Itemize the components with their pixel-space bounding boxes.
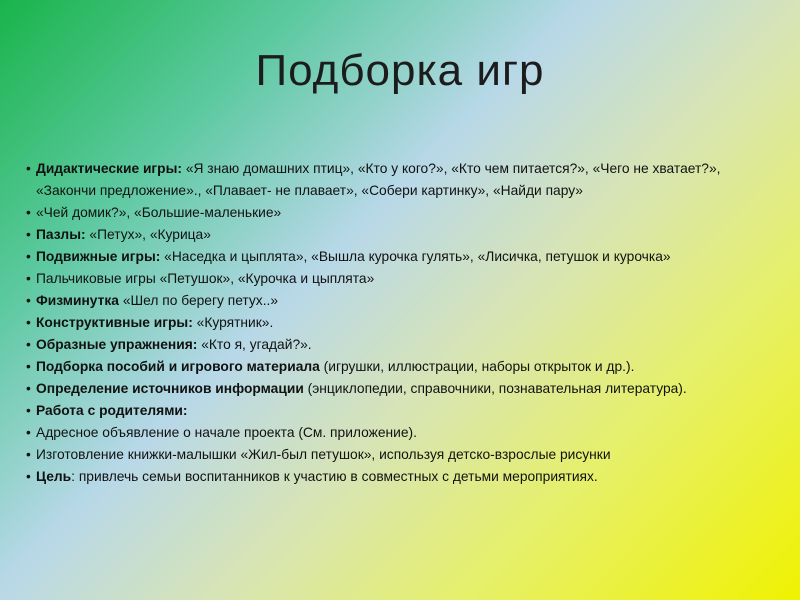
list-item: [26, 378, 756, 400]
item-bold-label: Пазлы:: [36, 227, 86, 242]
list-item: [26, 268, 756, 290]
list-item: [26, 422, 756, 444]
item-bold-label: Подборка пособий и игрового материала: [36, 359, 320, 374]
item-text: «Чей домик?», «Большие-маленькие»: [36, 205, 282, 220]
list-item: [26, 158, 756, 202]
item-text: «Петух», «Курица»: [85, 227, 211, 242]
item-text: «Шел по берегу петух..»: [118, 293, 279, 308]
item-text: «Наседка и цыплята», «Вышла курочка гулять», «Лисичка, петушок и курочка»: [160, 249, 671, 264]
item-text: «Кто я, угадай?».: [197, 337, 312, 352]
item-bold-label: Цель: [36, 469, 72, 484]
list-item: [26, 290, 756, 312]
item-text: «Курятник».: [192, 315, 274, 330]
list-item: [26, 356, 756, 378]
item-text: Пальчиковые игры «Петушок», «Курочка и цыплята»: [36, 271, 375, 286]
item-bold-label: Конструктивные игры:: [36, 315, 193, 330]
item-bold-label: Физминутка: [36, 293, 119, 308]
item-text: (энциклопедии, справочники, познавательная литература).: [303, 381, 687, 396]
slide-title: Подборка игр: [255, 46, 545, 95]
item-bold-label: Определение источников информации: [36, 381, 304, 396]
item-text: Изготовление книжки-малышки «Жил-был петушок», используя детско-взрослые рисунки: [36, 447, 611, 462]
bullet-list: [26, 158, 756, 488]
list-item: [26, 224, 756, 246]
list-item: [26, 312, 756, 334]
item-bold-label: Подвижные игры:: [36, 249, 161, 264]
item-bold-label: Дидактические игры:: [36, 161, 182, 176]
list-item: [26, 202, 756, 224]
list-item: [26, 400, 756, 422]
list-item: [26, 246, 756, 268]
list-item: [26, 334, 756, 356]
item-text: (игрушки, иллюстрации, наборы открыток и др.).: [319, 359, 635, 374]
item-text: : привлечь семьи воспитанников к участию в совместных с детьми мероприятиях.: [71, 469, 598, 484]
list-item: [26, 466, 756, 488]
item-text: Адресное объявление о начале проекта (См. приложение).: [36, 425, 417, 440]
item-text: «Я знаю домашних птиц», «Кто у кого?», «Кто чем питается?», «Чего не хватает?», «Закончи предложение»., «Плавает- не плавает», «Собери картинку», «Найди пару»: [36, 161, 721, 198]
item-bold-label: Образные упражнения:: [36, 337, 198, 352]
list-item: [26, 444, 756, 466]
item-bold-label: Работа с родителями:: [36, 403, 188, 418]
